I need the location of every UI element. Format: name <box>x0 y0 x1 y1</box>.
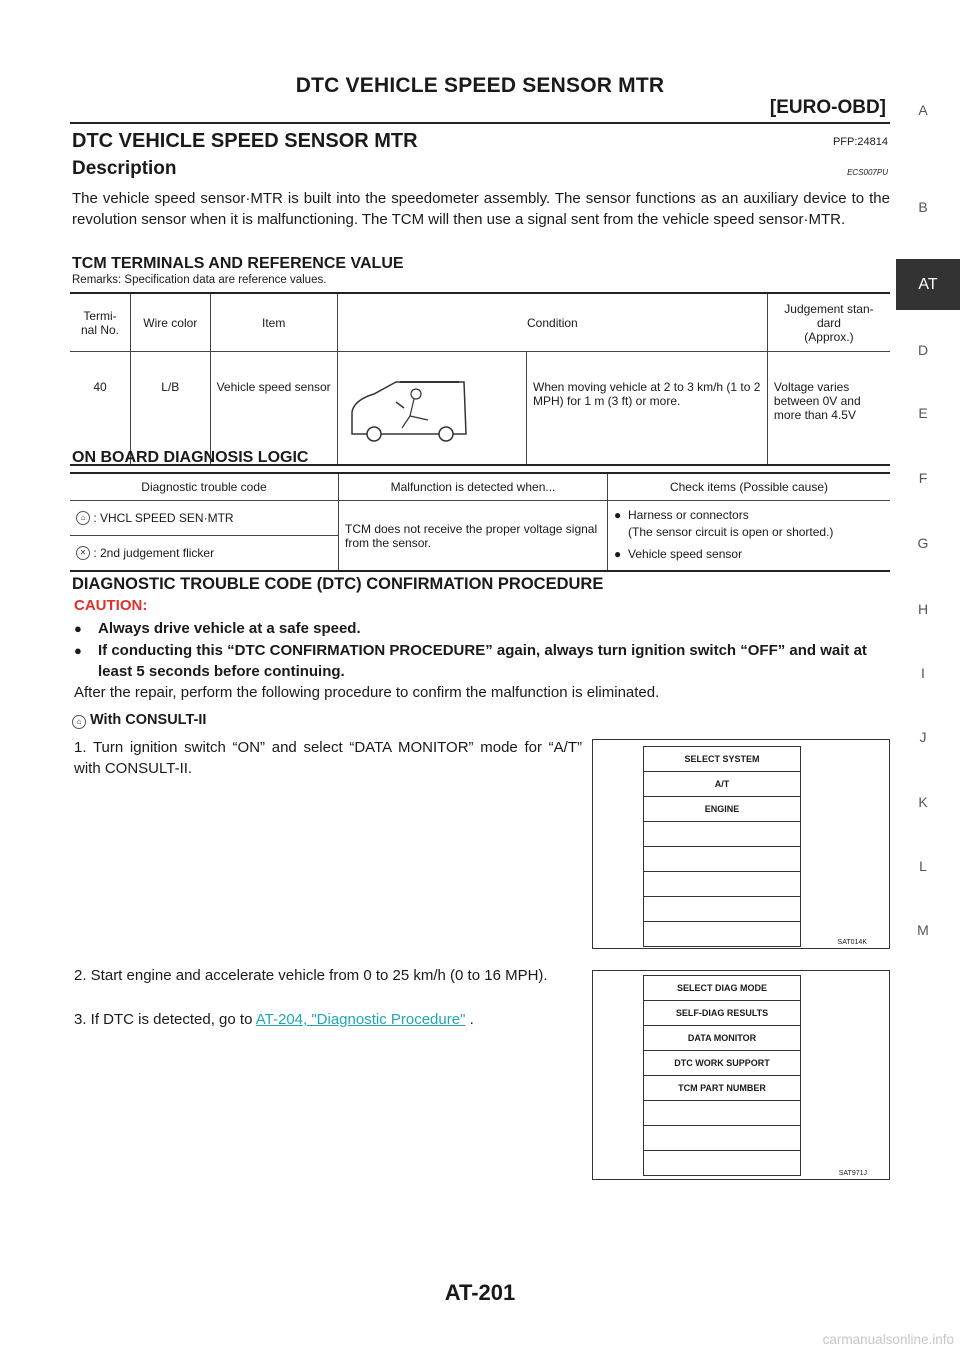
cell-malfunction: TCM does not receive the proper voltage signal from the sensor. <box>339 501 608 572</box>
page-number: AT-201 <box>444 1280 516 1305</box>
cell-judgement: Voltage varies between 0V and more than 4.5V <box>767 352 890 466</box>
obd-table <box>70 472 890 572</box>
side-index-l[interactable]: L <box>919 858 927 874</box>
figure-code: SAT014K <box>837 939 867 946</box>
caution-bullet-1: ● Always drive vehicle at a safe speed. <box>74 620 361 637</box>
side-index-f[interactable]: F <box>918 470 928 486</box>
menu-row <box>644 822 800 847</box>
step-2: 2. Start engine and accelerate vehicle from 0 to 25 km/h (0 to 16 MPH). <box>74 967 548 984</box>
caution-label: CAUTION: <box>74 597 148 614</box>
menu-row: ENGINE <box>644 797 800 822</box>
dtc-heading: DIAGNOSTIC TROUBLE CODE (DTC) CONFIRMATION PROCEDURE <box>72 575 604 593</box>
cell-dtc-2: ✕ : 2nd judgement flicker <box>70 536 339 572</box>
side-index-h[interactable]: H <box>917 601 929 617</box>
caution-bullet-2: ● If conducting this “DTC CONFIRMATION PROCEDURE” again, always turn ignition switch “OFF” and wait at least 5 seconds before continuing. <box>74 642 867 680</box>
menu-row: DTC WORK SUPPORT <box>644 1051 800 1076</box>
car-driver-icon <box>344 372 474 442</box>
consult-label: With CONSULT-II <box>90 712 207 728</box>
col-condition: Condition <box>337 293 767 352</box>
tcm-table <box>70 292 890 466</box>
consult-icon: ⌂ <box>72 715 86 729</box>
tcm-remarks: Remarks: Specification data are reference values. <box>72 274 327 286</box>
side-index-at-active[interactable]: AT <box>896 259 960 310</box>
cell-dtc-1: ⌂ : VHCL SPEED SEN·MTR <box>70 501 339 536</box>
col-malfunction: Malfunction is detected when... <box>339 473 608 501</box>
side-index-g[interactable]: G <box>917 535 929 551</box>
cell-car-image <box>337 352 526 466</box>
step-3: 3. If DTC is detected, go to AT-204, "Diagnostic Procedure" . <box>74 1011 474 1028</box>
page-header-subtitle: [EURO-OBD] <box>769 97 886 118</box>
menu-row <box>644 1101 800 1126</box>
figure-code: SAT971J <box>838 1170 867 1177</box>
header-rule <box>70 122 890 124</box>
menu-row <box>644 897 800 922</box>
select-system-menu <box>643 746 801 947</box>
after-repair-text: After the repair, perform the following procedure to confirm the malfunction is eliminated. <box>74 684 660 701</box>
diagnostic-procedure-link[interactable]: AT-204, "Diagnostic Procedure" <box>255 1011 466 1028</box>
col-wire: Wire color <box>130 293 210 352</box>
side-index-i[interactable]: I <box>921 665 925 681</box>
side-index-k[interactable]: K <box>918 794 928 810</box>
tcm-heading: TCM TERMINALS AND REFERENCE VALUE <box>72 255 404 272</box>
cell-item: Vehicle speed sensor <box>210 352 337 466</box>
menu-row: SELF-DIAG RESULTS <box>644 1001 800 1026</box>
menu-row <box>644 847 800 872</box>
description-text: The vehicle speed sensor·MTR is built into the speedometer assembly. The sensor functions as an auxiliary device to the revolution sensor when it is malfunctioning. The TCM will then use a signal sent from the vehicle speed sensor·MTR. <box>72 190 890 228</box>
cell-terminal: 40 <box>93 380 107 394</box>
pfp-code: PFP:24814 <box>832 136 888 148</box>
side-index-b[interactable]: B <box>918 199 928 215</box>
menu-row <box>644 1126 800 1151</box>
obd-heading: ON BOARD DIAGNOSIS LOGIC <box>72 449 309 466</box>
side-index-m[interactable]: M <box>917 922 929 938</box>
description-code: ECS007PU <box>847 168 888 177</box>
menu-row <box>644 872 800 897</box>
side-index-d[interactable]: D <box>917 342 929 358</box>
menu-row: SELECT SYSTEM <box>644 747 800 772</box>
menu-row <box>644 1151 800 1176</box>
menu-row: TCM PART NUMBER <box>644 1076 800 1101</box>
side-index-j[interactable]: J <box>919 729 927 745</box>
no-tools-icon: ✕ <box>76 546 90 560</box>
col-check: Check items (Possible cause) <box>608 473 891 501</box>
step-1: 1. Turn ignition switch “ON” and select “DATA MONITOR” mode for “A/T” with CONSULT-II. <box>74 739 582 777</box>
page-header-title: DTC VEHICLE SPEED SENSOR MTR <box>295 74 665 97</box>
col-item: Item <box>210 293 337 352</box>
menu-row: SELECT DIAG MODE <box>644 976 800 1001</box>
cell-condition: When moving vehicle at 2 to 3 km/h (1 to 2 MPH) for 1 m (3 ft) or more. <box>527 352 768 466</box>
cell-check: ● Harness or connectors (The sensor circuit is open or shorted.) ● Vehicle speed sensor <box>608 501 891 572</box>
watermark: carmanualsonline.info <box>822 1332 954 1347</box>
menu-row <box>644 922 800 947</box>
description-heading: Description <box>72 158 177 179</box>
side-index-a[interactable]: A <box>918 102 928 118</box>
col-judgement: Judgement stan- dard (Approx.) <box>767 293 890 352</box>
select-diag-mode-menu <box>643 975 801 1176</box>
menu-row: DATA MONITOR <box>644 1026 800 1051</box>
figure-select-diag-mode <box>592 970 890 1180</box>
section-title: DTC VEHICLE SPEED SENSOR MTR <box>72 130 418 152</box>
figure-select-system <box>592 739 890 949</box>
menu-row: A/T <box>644 772 800 797</box>
col-dtc: Diagnostic trouble code <box>70 473 339 501</box>
consult-icon: ⌂ <box>76 511 90 525</box>
side-index-e[interactable]: E <box>918 405 928 421</box>
col-terminal: Termi- nal No. <box>70 293 130 352</box>
cell-wire: L/B <box>130 352 210 466</box>
